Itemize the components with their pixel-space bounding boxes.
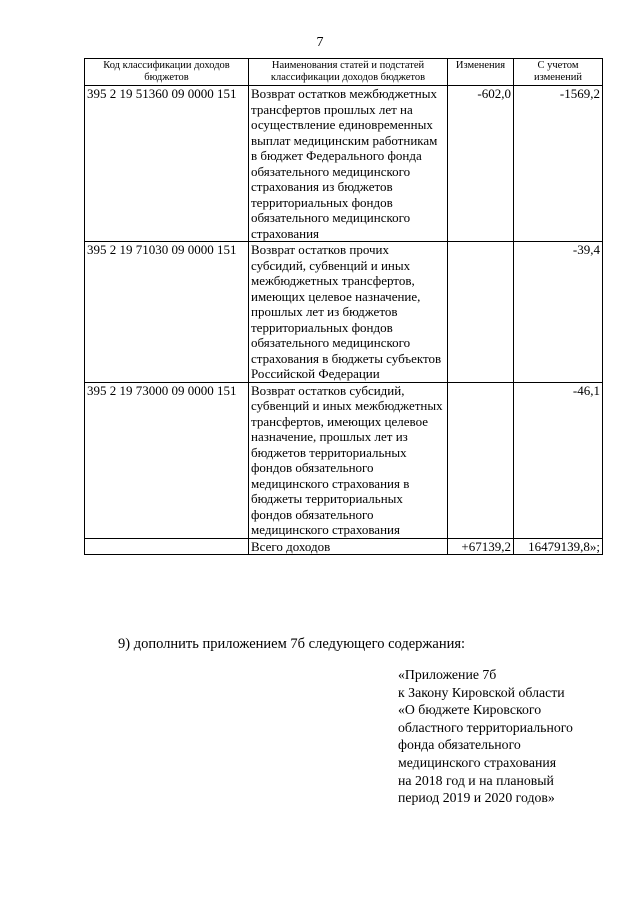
total-code <box>85 538 249 555</box>
row-code: 395 2 19 73000 09 0000 151 <box>85 382 249 538</box>
appendix-line: период 2019 и 2020 годов» <box>398 790 555 806</box>
table-row <box>85 382 603 538</box>
header-code: Код классификации доходов бюджетов <box>85 59 249 86</box>
row-name: Возврат остатков прочих субсидий, субвенций и иных межбюджетных трансфертов, имеющих целевое назначение, прошлых лет из бюджетов территориальных фондов обязательного медицинского страхования в бюджеты субъектов Российской Федерации <box>249 242 448 383</box>
table-header-row <box>85 59 603 86</box>
row-with-changes: -39,4 <box>514 242 603 383</box>
page-number: 7 <box>316 35 324 50</box>
header-changes: Изменения <box>448 59 514 86</box>
total-label: Всего доходов <box>249 538 448 555</box>
table-row <box>85 86 603 242</box>
instruction-paragraph: 9) дополнить приложением 7б следующего содержания: <box>118 636 466 652</box>
header-name: Наименования статей и подстатей классификации доходов бюджетов <box>249 59 448 86</box>
row-changes <box>448 242 514 383</box>
row-code: 395 2 19 51360 09 0000 151 <box>85 86 249 242</box>
appendix-line: областного территориального <box>398 719 573 735</box>
appendix-line: «Приложение 7б <box>398 667 497 682</box>
row-changes <box>448 382 514 538</box>
total-changes: +67139,2 <box>448 538 514 555</box>
total-row <box>85 538 603 555</box>
appendix-line: на 2018 год и на плановый <box>398 772 554 788</box>
row-changes: -602,0 <box>448 86 514 242</box>
row-name: Возврат остатков субсидий, субвенций и иных межбюджетных трансфертов, имеющих целевое назначение, прошлых лет из бюджетов территориальных фондов обязательного медицинского страхования в бюджеты территориальных фондов обязательного медицинского страхования <box>249 382 448 538</box>
total-with-changes: 16479139,8»; <box>514 538 603 555</box>
table-row <box>85 242 603 383</box>
row-code: 395 2 19 71030 09 0000 151 <box>85 242 249 383</box>
row-with-changes: -1569,2 <box>514 86 603 242</box>
header-with-changes: С учетом изменений <box>514 59 603 86</box>
appendix-heading <box>398 666 628 807</box>
appendix-line: «О бюджете Кировского <box>398 702 542 718</box>
appendix-line: медицинского страхования <box>398 754 557 770</box>
appendix-line: фонда обязательного <box>398 737 521 753</box>
row-with-changes: -46,1 <box>514 382 603 538</box>
row-name: Возврат остатков межбюджетных трансфертов прошлых лет на осуществление единовременных выплат медицинским работникам в бюджет Федерального фонда обязательного медицинского страхования из бюджетов территориальных фондов обязательного медицинского страхования <box>249 86 448 242</box>
income-table <box>84 58 603 555</box>
appendix-line: к Закону Кировской области <box>398 684 565 700</box>
